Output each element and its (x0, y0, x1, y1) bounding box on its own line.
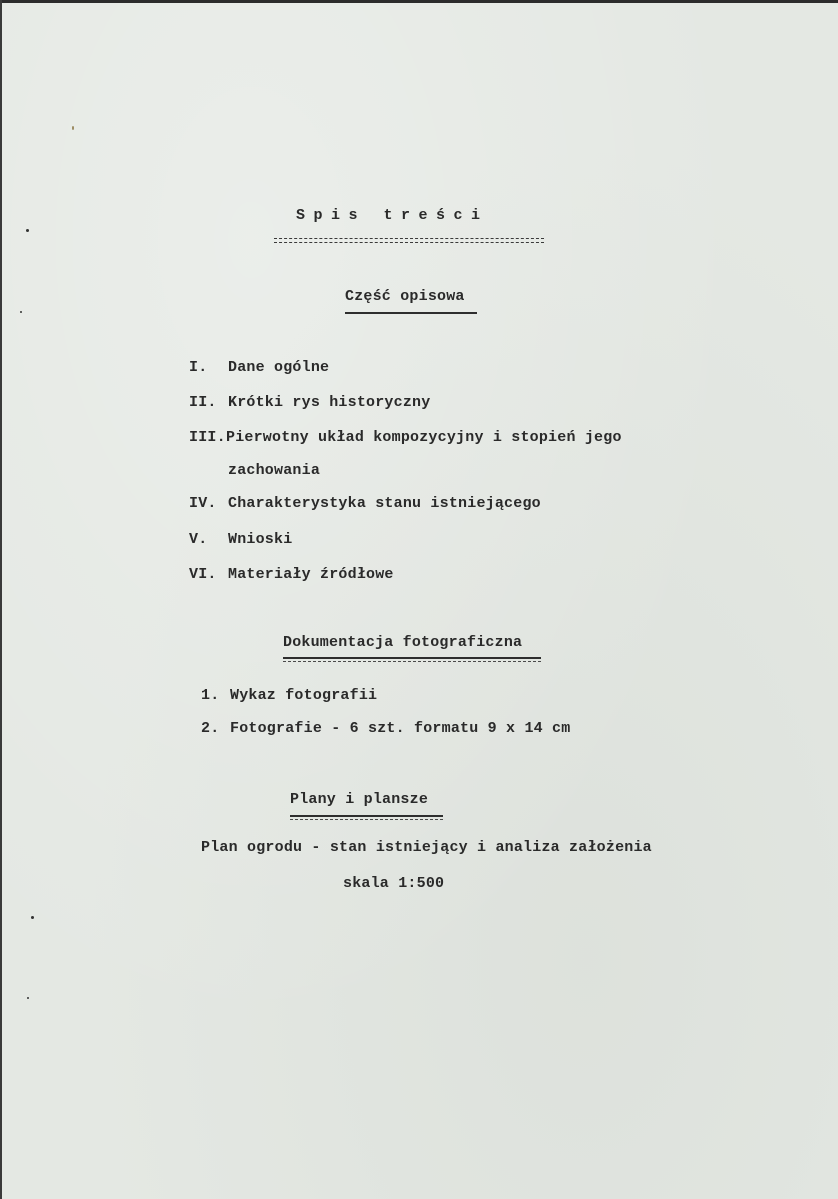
page-top-edge (0, 0, 838, 3)
toc-item-text: Pierwotny układ kompozycyjny i stopień jego (226, 429, 622, 446)
toc-item-text: Fotografie - 6 szt. formatu 9 x 14 cm (230, 720, 571, 737)
page-title: Spis treści (296, 207, 489, 224)
toc-item-text: Wnioski (228, 531, 293, 548)
toc-item-text: Materiały źródłowe (228, 566, 394, 583)
toc-item-number: V. (189, 531, 208, 548)
section-heading-photographic: Dokumentacja fotograficzna (283, 634, 523, 651)
toc-item-text: Charakterystyka stanu istniejącego (228, 495, 541, 512)
plan-description: Plan ogrodu - stan istniejący i analiza założenia (201, 839, 652, 856)
margin-speck (31, 916, 34, 919)
heading-underline-plans (290, 815, 443, 817)
toc-item-number: VI. (189, 566, 217, 583)
toc-item-number: 2. (201, 720, 220, 737)
toc-item-text: Krótki rys historyczny (228, 394, 431, 411)
margin-speck (20, 311, 22, 313)
section-heading-descriptive: Część opisowa (345, 288, 465, 305)
margin-speck (27, 997, 29, 999)
heading-underline-photographic-2 (283, 661, 541, 662)
page-left-edge (0, 0, 2, 1199)
plan-scale: skala 1:500 (343, 875, 445, 892)
margin-speck (26, 229, 29, 232)
toc-item-text: Dane ogólne (228, 359, 330, 376)
section-heading-plans: Plany i plansze (290, 791, 429, 808)
heading-underline-photographic (283, 657, 541, 659)
margin-speck (72, 126, 74, 130)
heading-underline-plans-2 (290, 819, 443, 820)
title-double-underline (274, 238, 544, 243)
toc-item-number: IV. (189, 495, 217, 512)
toc-item-number: II. (189, 394, 217, 411)
toc-item-number: III. (189, 429, 226, 446)
toc-item-text: Wykaz fotografii (230, 687, 378, 704)
heading-underline-descriptive (345, 312, 477, 314)
toc-item-continuation: zachowania (228, 462, 321, 479)
toc-item-number: I. (189, 359, 208, 376)
toc-item-number: 1. (201, 687, 220, 704)
